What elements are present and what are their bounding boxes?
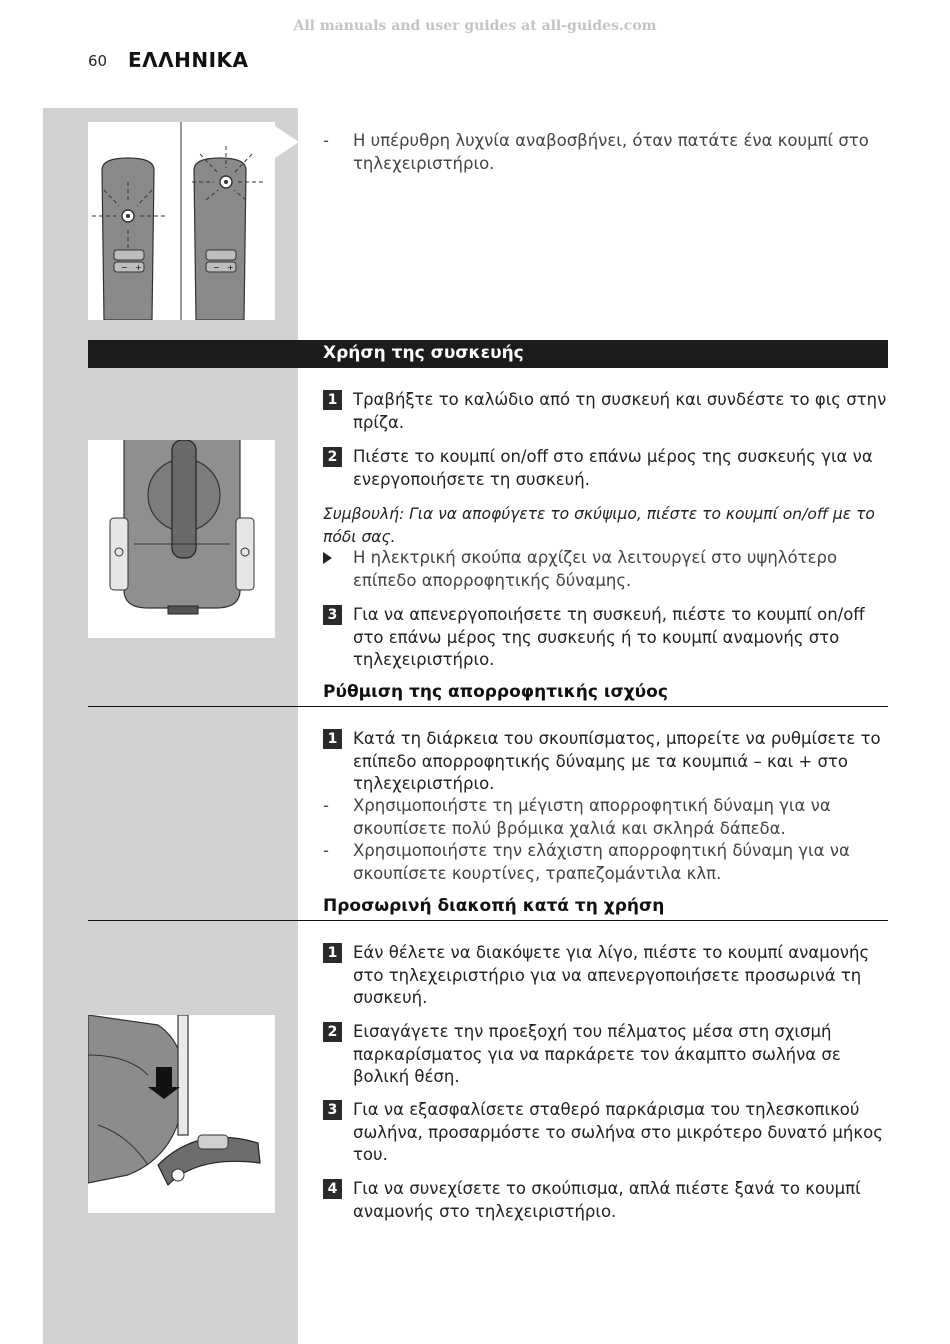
section-heading-suction: Ρύθμιση της απορροφητικής ισχύος [323,682,668,702]
section-title: Χρήση της συσκευής [323,343,524,363]
dash-marker: - [323,131,329,150]
dash-text: Χρησιμοποιήστε την ελάχιστη απορροφητική δύναμη για να σκουπίσετε κουρτίνες, τραπεζομάντιλα κλπ. [353,841,850,883]
use-step-2 [323,446,888,491]
step-text: Για να εξασφαλίσετε σταθερό παρκάρισμα του τηλεσκοπικού σωλήνα, προσαρμόστε το σωλήνα στο μικρότερο δυνατό μήκος του. [353,1100,883,1164]
watermark: All manuals and user guides at all-guides.com [293,18,657,34]
use-step-1 [323,389,888,434]
step-number: 3 [323,605,342,625]
section-rule [88,920,888,921]
page-number: 60 [88,52,108,70]
dash-marker: - [323,796,329,815]
step-number: 2 [323,447,342,467]
remote-control-illustration [88,122,275,320]
step-text: Για να συνεχίσετε το σκούπισμα, απλά πιέστε ξανά το κουμπί αναμονής στο τηλεχειριστήριο. [353,1179,861,1221]
svg-text:−: − [121,263,128,272]
bullet-text: Η ηλεκτρική σκούπα αρχίζει να λειτουργεί στο υψηλότερο επίπεδο απορροφητικής δύναμης. [353,548,838,590]
step-text: Κατά τη διάρκεια του σκουπίσματος, μπορείτε να ρυθμίσετε το επίπεδο απορροφητικής δύναμης με τα κουμπιά – και + στο τηλεχειριστήριο. [353,729,881,793]
svg-text:+: + [135,263,142,272]
bullet-marker [323,552,332,564]
step-text: Τραβήξτε το καλώδιο από τη συσκευή και συνδέστε το φις στην πρίζα. [353,390,887,432]
use-step-3 [323,604,888,672]
section-rule [88,706,888,707]
language-heading: ΕΛΛΗΝΙΚΑ [128,48,249,72]
suction-dash-2 [323,840,888,885]
pause-step-2 [323,1021,888,1089]
step-text: Για να απενεργοποιήσετε τη συσκευή, πιέστε το κουμπί on/off στο επάνω μέρος της συσκευής ή το κουμπί αναμονής στο τηλεχειριστήριο. [353,605,865,669]
dash-text: Χρησιμοποιήστε τη μέγιστη απορροφητική δύναμη για να σκουπίσετε πολύ βρόμικα χαλιά και σκληρά δάπεδα. [353,796,831,838]
step-text: Πιέστε το κουμπί on/off στο επάνω μέρος της συσκευής για να ενεργοποιήσετε τη συσκευή. [353,447,873,489]
section-heading-pause: Προσωρινή διακοπή κατά τη χρήση [323,896,665,916]
step-number: 3 [323,1100,342,1120]
step-number: 4 [323,1179,342,1199]
dash-marker: - [323,841,329,860]
pause-step-1 [323,942,888,1010]
vacuum-top-illustration [88,440,275,638]
step-text: Εισαγάγετε την προεξοχή του πέλματος μέσα στη σχισμή παρκαρίσματος για να παρκάρετε τον άκαμπτο σωλήνα σε βολική θέση. [353,1022,841,1086]
suction-dash-1 [323,795,888,840]
parking-drawing [88,1015,275,1213]
step-text: Εάν θέλετε να διακόψετε για λίγο, πιέστε το κουμπί αναμονής στο τηλεχειριστήριο για να απενεργοποιήσετε προσωρινά τη συσκευή. [353,943,870,1007]
pause-step-3 [323,1099,888,1167]
figure-pointer-arrow [275,126,299,158]
intro-text: Η υπέρυθρη λυχνία αναβοσβήνει, όταν πατάτε ένα κουμπί στο τηλεχειριστήριο. [353,131,869,173]
use-tip: Συμβουλή: Για να αποφύγετε το σκύψιμο, πιέστε το κουμπί on/off με το πόδι σας. [323,505,875,546]
pause-step-4 [323,1178,888,1223]
step-number: 2 [323,1022,342,1042]
step-number: 1 [323,943,342,963]
section-heading-use [88,340,888,368]
step-number: 1 [323,390,342,410]
remote-control-drawing [88,122,275,320]
suction-step-1 [323,728,888,796]
intro-item [323,130,888,175]
svg-text:+: + [227,263,234,272]
vacuum-top-drawing [88,440,275,638]
svg-text:−: − [213,263,220,272]
parking-illustration [88,1015,275,1213]
step-number: 1 [323,729,342,749]
use-bullet [323,547,888,592]
